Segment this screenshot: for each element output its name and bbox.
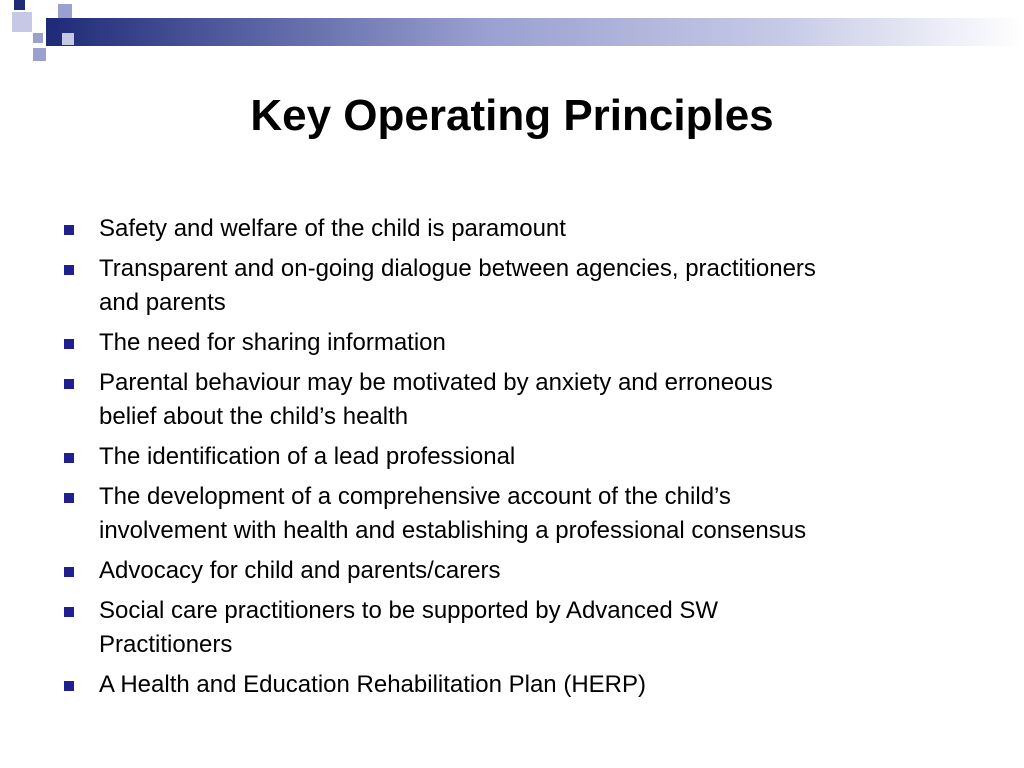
bullet-item xyxy=(62,668,962,702)
decor-square xyxy=(33,33,43,43)
bullet-item xyxy=(62,554,962,588)
square-bullet-icon xyxy=(64,493,74,503)
bullet-text-line: The identification of a lead professional xyxy=(99,443,516,470)
bullet-text-line: Safety and welfare of the child is paramount xyxy=(99,215,566,242)
bullet-item xyxy=(62,212,962,246)
decor-square xyxy=(46,18,58,30)
decor-square xyxy=(14,0,25,10)
bullet-text-line: Social care practitioners to be supported by Advanced SW xyxy=(99,597,719,624)
bullet-item xyxy=(62,326,962,360)
square-bullet-icon xyxy=(64,265,74,275)
bullet-text-line: Parental behaviour may be motivated by anxiety and erroneous xyxy=(99,369,773,396)
bullet-list xyxy=(62,212,962,708)
bullet-text-line: Practitioners xyxy=(99,631,233,658)
bullet-text-line: belief about the child’s health xyxy=(99,403,409,430)
bullet-text-line: Transparent and on-going dialogue between agencies, practitioners xyxy=(99,255,816,282)
bullet-text-line: involvement with health and establishing a professional consensus xyxy=(99,517,807,544)
square-bullet-icon xyxy=(64,379,74,389)
bullet-text-line: The development of a comprehensive account of the child’s xyxy=(99,483,731,510)
decor-square xyxy=(12,12,32,32)
square-bullet-icon xyxy=(64,225,74,235)
bullet-text-line: and parents xyxy=(99,289,226,316)
bullet-item xyxy=(62,440,962,474)
decor-square xyxy=(33,48,46,61)
square-bullet-icon xyxy=(64,607,74,617)
bullet-item xyxy=(62,594,962,662)
decor-square xyxy=(58,4,72,18)
square-bullet-icon xyxy=(64,453,74,463)
square-bullet-icon xyxy=(64,339,74,349)
bullet-item xyxy=(62,252,962,320)
slide-title: Key Operating Principles xyxy=(250,91,774,140)
bullet-text-line: The need for sharing information xyxy=(99,329,446,356)
bullet-item xyxy=(62,366,962,434)
header-gradient-bar xyxy=(46,18,1024,46)
square-bullet-icon xyxy=(64,681,74,691)
bullet-text-line: A Health and Education Rehabilitation Plan (HERP) xyxy=(99,671,646,698)
bullet-text-line: Advocacy for child and parents/carers xyxy=(99,557,501,584)
square-bullet-icon xyxy=(64,567,74,577)
bullet-item xyxy=(62,480,962,548)
decor-square xyxy=(62,33,74,45)
